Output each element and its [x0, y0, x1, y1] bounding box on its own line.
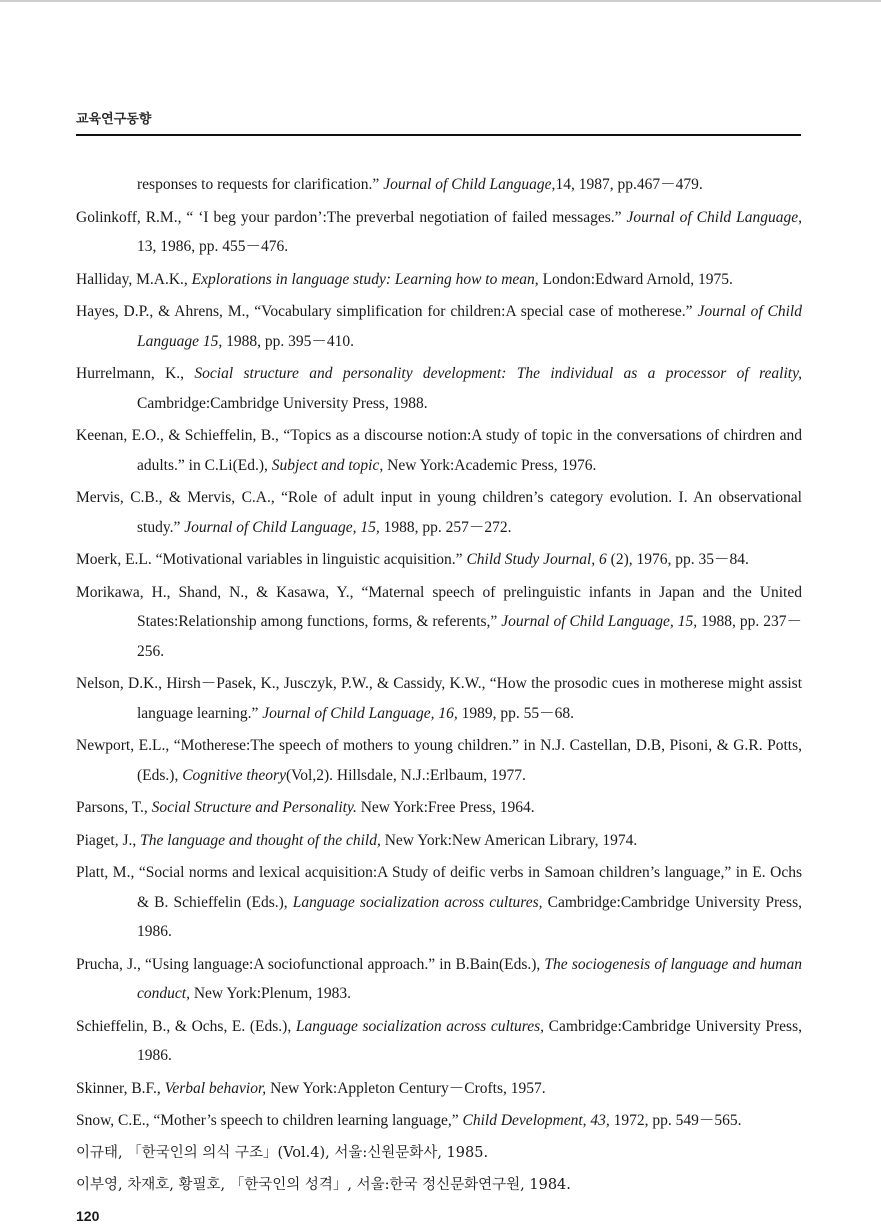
reference-text: Nelson, D.K., Hirsh－Pasek, K., Jusczyk, P.W., & Cassidy, K.W., “How the prosodic cues in motherese might assist language learning.”: [76, 675, 802, 722]
reference-text: Moerk, E.L. “Motivational variables in linguistic acquisition.”: [76, 551, 467, 568]
reference-entry: [76, 578, 802, 667]
reference-title: Cognitive theory: [182, 766, 286, 784]
reference-text: Skinner, B.F.,: [76, 1079, 165, 1097]
page-number: 120: [76, 1208, 100, 1224]
reference-title: Language socialization across cultures,: [292, 893, 543, 911]
reference-text: 14, 1987, pp.467－479.: [555, 176, 703, 193]
page-top-edge: [0, 0, 881, 2]
reference-title: Subject and topic,: [271, 456, 384, 474]
reference-entry: [76, 669, 802, 728]
reference-text: Cambridge:Cambridge University Press, 1986.: [137, 893, 802, 940]
reference-text: Parsons, T.,: [76, 799, 152, 816]
reference-text: Morikawa, H., Shand, N., & Kasawa, Y., “Maternal speech of prelinguistic infants in Japan and the United States:Relationship among functions, forms, & referents,”: [76, 583, 802, 630]
reference-title: Journal of Child Language, 15,: [501, 613, 698, 630]
reference-text: responses to requests for clarification.”: [137, 176, 384, 193]
reference-text: Schieffelin, B., & Ochs, E. (Eds.),: [76, 1017, 296, 1035]
reference-title: Journal of Child Language,: [383, 176, 556, 193]
running-header: 교육연구동향: [76, 112, 152, 127]
reference-entry: [76, 297, 802, 356]
reference-text: Mervis, C.B., & Mervis, C.A., “Role of adult input in young children’s category evolution. I. An observational study.”: [76, 489, 802, 536]
reference-text: New York:Academic Press, 1976.: [383, 456, 597, 474]
header-rule: [76, 134, 801, 136]
reference-title: Journal of Child Language, 16,: [262, 704, 458, 722]
reference-text: (2), 1976, pp. 35－84.: [606, 551, 749, 568]
reference-title: The sociogenesis of language and human conduct,: [137, 955, 802, 1002]
reference-title: The language and thought of the child,: [140, 831, 381, 849]
reference-entry: [76, 1106, 802, 1136]
reference-title: Journal of Child Language 15,: [137, 303, 802, 350]
reference-text: 1989, pp. 55－68.: [457, 704, 574, 722]
reference-entry: [76, 826, 802, 856]
reference-text: 이규태, 「한국인의 의식 구조」(Vol.4), 서울:신원문화사, 1985.: [76, 1144, 489, 1161]
reference-title: Child Study Journal, 6: [466, 551, 607, 568]
reference-text: New York:Free Press, 1964.: [356, 799, 535, 816]
reference-title: Language socialization across cultures,: [295, 1017, 545, 1035]
reference-text: Snow, C.E., “Mother’s speech to children learning language,”: [76, 1112, 463, 1129]
reference-entry: [76, 1012, 802, 1071]
reference-list: [76, 170, 802, 1204]
reference-text: (Vol,2). Hillsdale, N.J.:Erlbaum, 1977.: [285, 766, 526, 784]
reference-text: New York:New American Library, 1974.: [380, 831, 638, 849]
reference-title: Social Structure and Personality.: [151, 799, 357, 816]
reference-text: 1988, pp. 237－256.: [137, 613, 802, 660]
reference-entry: [76, 203, 802, 262]
reference-text: Keenan, E.O., & Schieffelin, B., “Topics as a discourse notion:A study of topic in the conversations of chirdren and adults.” in C.Li(Ed.),: [76, 427, 802, 474]
reference-text: Cambridge:Cambridge University Press, 1988.: [137, 394, 428, 412]
reference-title: Explorations in language study: Learning how to mean,: [191, 270, 539, 288]
reference-text: Cambridge:Cambridge University Press, 1986.: [137, 1017, 802, 1064]
reference-text: Piaget, J.,: [76, 831, 141, 849]
reference-text: London:Edward Arnold, 1975.: [538, 270, 733, 288]
reference-text: New York:Plenum, 1983.: [189, 985, 351, 1002]
reference-entry: [76, 1171, 802, 1201]
reference-title: Journal of Child Language, 15,: [184, 518, 380, 536]
reference-text: 1972, pp. 549－565.: [609, 1112, 742, 1129]
reference-title: Social structure and personality development: The individual as a processor of reality,: [194, 365, 802, 382]
reference-entry: [76, 265, 802, 295]
reference-entry: [76, 545, 802, 575]
reference-text: Platt, M., “Social norms and lexical acquisition:A Study of deific verbs in Samoan children’s language,” in E. Ochs & B. Schieffelin (Eds.),: [76, 864, 802, 911]
reference-entry: [76, 483, 802, 542]
reference-entry: [76, 1074, 802, 1104]
reference-entry: [76, 421, 802, 480]
reference-title: Verbal behavior,: [164, 1079, 267, 1097]
reference-text: Hurrelmann, K.,: [76, 365, 195, 382]
reference-text: Newport, E.L., “Motherese:The speech of mothers to young children.” in N.J. Castellan, D.B, Pisoni, & G.R. Potts, (Eds.),: [76, 737, 802, 784]
reference-entry: [76, 950, 802, 1009]
reference-entry: [76, 170, 802, 200]
reference-text: Prucha, J., “Using language:A sociofunctional approach.” in B.Bain(Eds.),: [76, 955, 545, 973]
reference-text: Hayes, D.P., & Ahrens, M., “Vocabulary simplification for children:A special case of motherese.”: [76, 303, 698, 320]
reference-entry: [76, 858, 802, 947]
reference-title: Child Development, 43,: [462, 1112, 610, 1129]
reference-text: Golinkoff, R.M., “ ‘I beg your pardon’:The preverbal negotiation of failed messages.”: [76, 208, 627, 226]
reference-text: 13, 1986, pp. 455－476.: [137, 238, 289, 255]
reference-text: New York:Appleton Century－Crofts, 1957.: [266, 1079, 546, 1097]
reference-text: 1988, pp. 395－410.: [222, 332, 355, 350]
reference-text: 이부영, 차재호, 황필호, 「한국인의 성격」, 서울:한국 정신문화연구원, 1984.: [76, 1177, 571, 1193]
reference-text: 1988, pp. 257－272.: [379, 518, 512, 536]
reference-text: Halliday, M.A.K.,: [76, 270, 192, 288]
reference-entry: [76, 359, 802, 418]
reference-entry: [76, 731, 802, 790]
reference-title: Journal of Child Language,: [626, 208, 802, 226]
reference-entry: [76, 1139, 802, 1169]
reference-entry: [76, 793, 802, 823]
